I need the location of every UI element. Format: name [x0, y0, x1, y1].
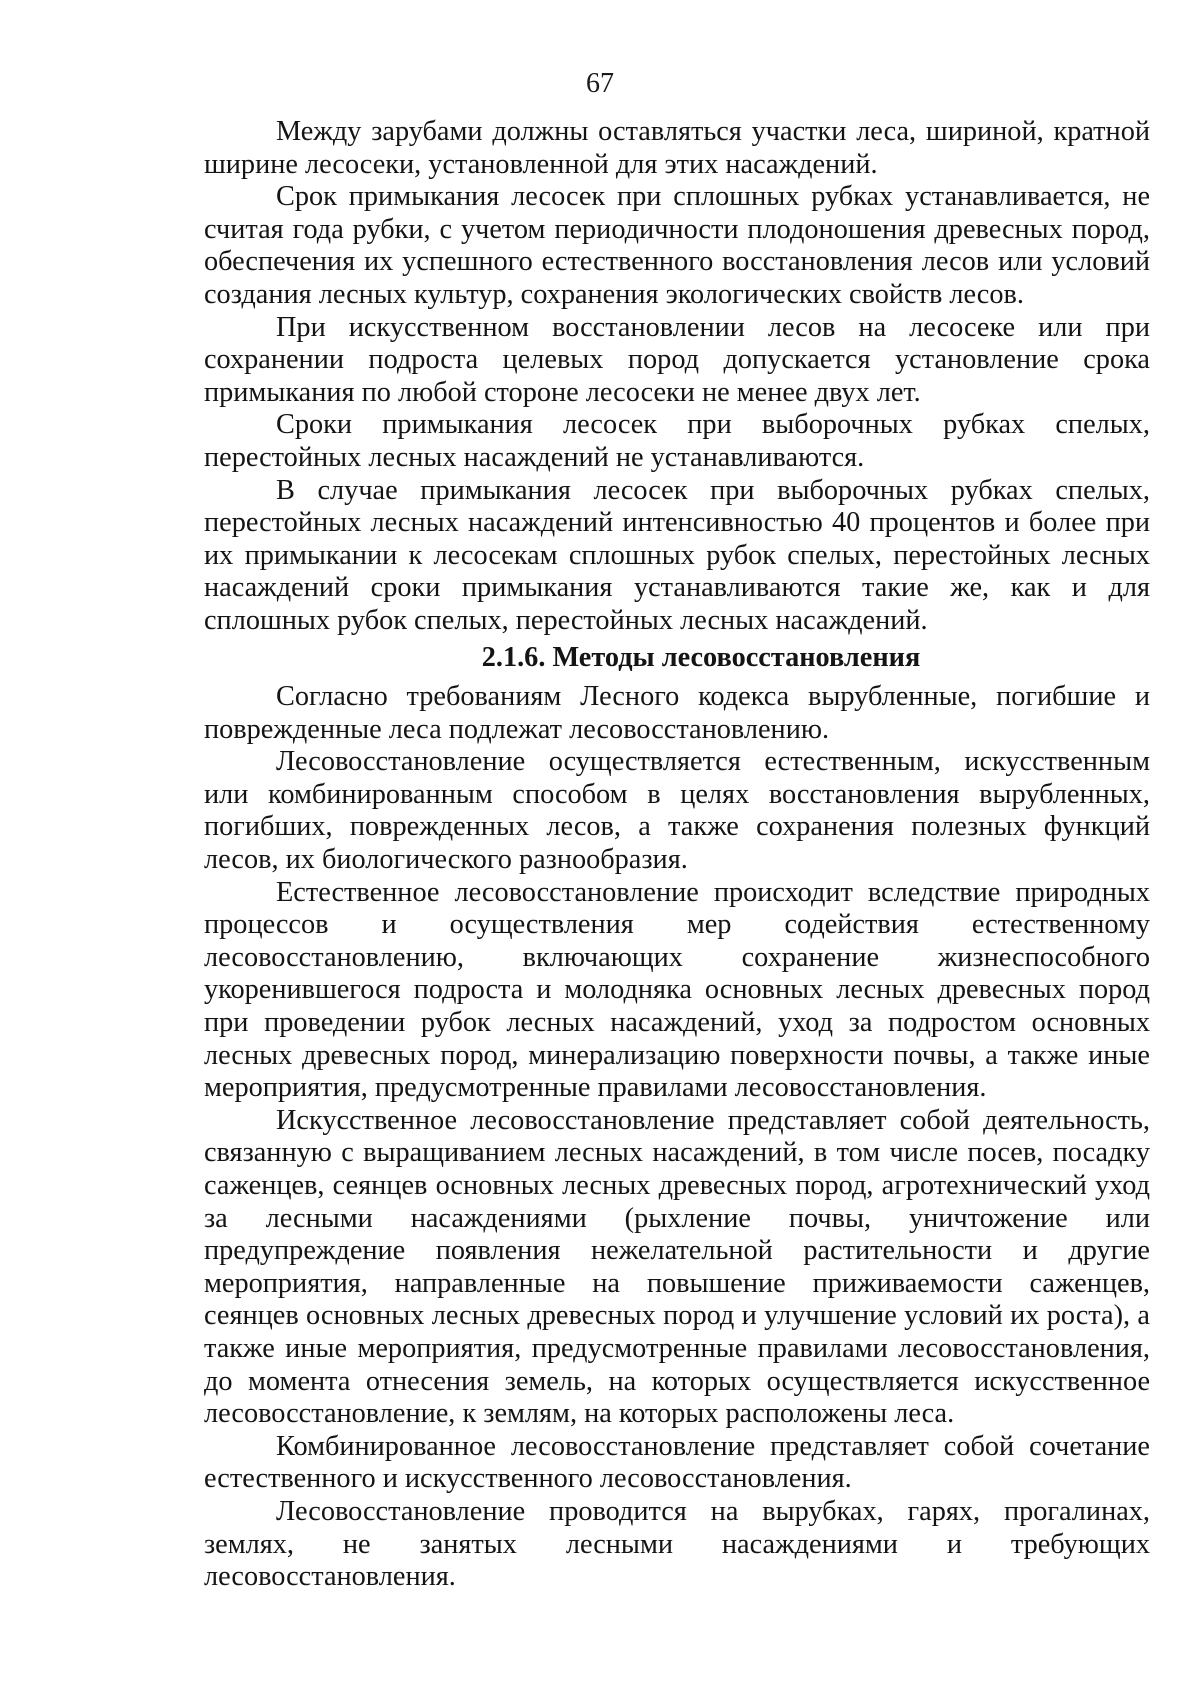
paragraph-restoration-locations: Лесовосстановление проводится на вырубках, гарях, прогалинах, землях, не занятых лесными насаждениями и требующих лесовосстановления. — [204, 1495, 1150, 1593]
paragraph-artificial-restoration: Искусственное лесовосстановление представляет собой деятельность, связанную с выращиванием лесных насаждений, в том числе посев, посадку саженцев, сеянцев основных лесных древесных пород, агротехнический уход за лесными насаждениями (рыхление почвы, уничтожение или предупреждение появления нежелательной растительности и другие мероприятия, направленные на повышение приживаемости саженцев, сеянцев основных лесных древесных пород и улучшение условий их роста), а также иные мероприятия, предусмотренные правилами лесовосстановления, до момента отнесения земель, на которых осуществляется искусственное лесовосстановление, к землям, на которых расположены леса. — [204, 1104, 1150, 1430]
paragraph-selective-cuts-term: Сроки примыкания лесосек при выборочных рубках спелых, перестойных лесных насаждений не устанавливаются. — [204, 409, 1150, 473]
section-heading: 2.1.6. Методы лесовосстановления — [481, 641, 921, 673]
paragraph-artificial-restoration-term: При искусственном восстановлении лесов на лесосеке или при сохранении подроста целевых пород допускается установление срока примыкания по любой стороне лесосеки не менее двух лет. — [204, 311, 1150, 408]
paragraph-adjacency-intensity: В случае примыкания лесосек при выборочных рубках спелых, перестойных лесных насаждений интенсивностью 40 процентов и более при их примыкании к лесосекам сплошных рубок спелых, перестойных лесных насаждений сроки примыкания устанавливаются такие же, как и для сплошных рубок спелых, перестойных лесных насаждений. — [204, 474, 1150, 636]
document-body — [204, 116, 1150, 1594]
paragraph-clearcut-adjacency-term: Срок примыкания лесосек при сплошных рубках устанавливается, не считая года рубки, с учетом периодичности плодоношения древесных пород, обеспечения их успешного естественного восстановления лесов или условий создания лесных культур, сохранения экологических свойств лесов. — [204, 181, 1150, 310]
paragraph-restoration-methods: Лесовосстановление осуществляется естественным, искусственным или комбинированным способом в целях восстановления вырубленных, погибших, поврежденных лесов, а также сохранения полезных функций лесов, их биологического разнообразия. — [204, 746, 1150, 876]
page-number: 67 — [586, 68, 614, 99]
paragraph-forest-code-requirement: Согласно требованиям Лесного кодекса вырубленные, погибшие и поврежденные леса подлежат лесовосстановлению. — [204, 681, 1150, 745]
paragraph-gaps-between-cuts: Между зарубами должны оставляться участки леса, шириной, кратной ширине лесосеки, установленной для этих насаждений. — [204, 116, 1150, 180]
paragraph-natural-restoration: Естественное лесовосстановление происходит вследствие природных процессов и осуществления мер содействия естественному лесовосстановлению, включающих сохранение жизнеспособного укоренившегося подроста и молодняка основных лесных древесных пород при проведении рубок лесных насаждений, уход за подростом основных лесных древесных пород, минерализацию поверхности почвы, а также иные мероприятия, предусмотренные правилами лесовосстановления. — [204, 876, 1150, 1104]
paragraph-combined-restoration: Комбинированное лесовосстановление представляет собой сочетание естественного и искусственного лесовосстановления. — [204, 1430, 1150, 1495]
